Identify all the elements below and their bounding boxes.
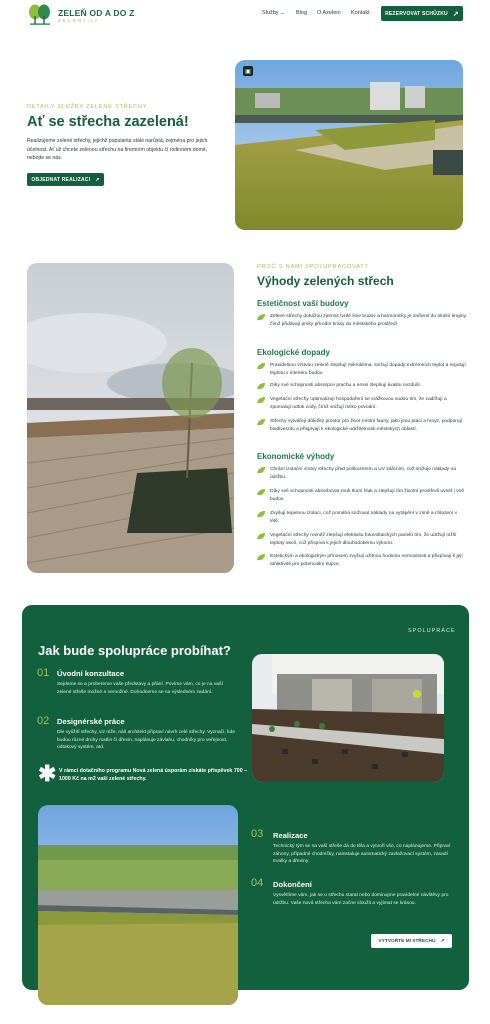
list-item (257, 362, 467, 377)
benefit-text: Díky své schopnosti absorbovat zvuk tlumí hluk a zlepšují tím životní prostředí uvnitř i vně budov. (270, 489, 465, 502)
leaf-icon (257, 363, 265, 370)
list-item (257, 488, 467, 503)
leaf-icon (257, 533, 265, 540)
step-title: Designérské práce (57, 717, 125, 726)
list-item (257, 313, 467, 328)
group-title-ecology: Ekologické dopady (257, 348, 330, 357)
logo[interactable] (28, 4, 138, 26)
hero-eyebrow: DETAILY SLUŽBY ZELENÉ STŘECHY (27, 104, 148, 110)
wooden-terrace-roof-image (27, 263, 234, 573)
leaf-icon (257, 489, 265, 496)
nav-item-blog[interactable]: Blog (296, 10, 308, 16)
leaf-icon (257, 419, 265, 426)
leaf-icon (257, 511, 265, 518)
benefit-text: Střechy vytvářejí důležitý prostor pro život místní fauny, jako jsou ptáci a hmyz, podporují biodiverzitu a přispívají k ekologické udržitelnosti městských oblastí. (270, 419, 463, 432)
nav-item-o-azeleni[interactable]: O Azeleni (317, 10, 341, 16)
nav-item-kontakt[interactable]: Kontakt (351, 10, 370, 16)
cooperation-title: Jak bude spolupráce probíhat? (38, 643, 231, 658)
asterisk-icon: ✱ (38, 761, 57, 786)
list-item (257, 396, 467, 411)
benefits-eyebrow: PROČ S NÁMI SPOLUPRACOVAT? (257, 264, 369, 270)
cooperation-eyebrow: SPOLUPRÁCE (408, 628, 456, 634)
logo-subtitle: ZELENÍ.cz (58, 18, 100, 23)
step-number: 01 (37, 667, 50, 679)
benefit-text: Pravidelnou vrstvou zeleně zlepšují mikroklima, snižují dopady extrémních teplot a regulují teplotu v interiéru budov. (270, 363, 466, 376)
order-realization-button[interactable] (27, 173, 104, 186)
leaf-icon (257, 554, 265, 561)
arrow-up-right-icon: ↗ (95, 176, 100, 183)
arrow-up-right-icon: ↗ (440, 938, 445, 944)
step-text: Technický tým se na vaší střeše dá do těla a vytvoří vše, co naplánujeme. Připraví záhony, případné chodníčky, nainstaluje automatický zavlažovací systém, zasadí trvalky a dřeviny. (273, 844, 451, 864)
nav-label: Služby (262, 10, 279, 16)
step-title: Úvodní konzultace (57, 669, 125, 678)
step-title: Dokončení (273, 880, 312, 889)
benefit-text: Vegetační střechy optimalizují hospodaření se srážkovou vodou tím, že zadržují a zpomalují odtok vody, čímž snižují riziko povodní. (270, 397, 447, 410)
benefit-text: Díky své schopnosti absorpce prachu a emisí zlepšují kvalitu ovzduší. (270, 383, 422, 388)
hero-green-roof-image (235, 60, 463, 230)
planting-work-image (252, 654, 444, 782)
list-item (257, 553, 467, 568)
leaf-icon (257, 314, 265, 321)
step-text: Vysvětlíme vám, jak se o střechu starat nebo dominujme pravidelné návštěvy pro údržbu. Vaše nová střecha vám začne sloužit a vyjímat se krásou. (273, 893, 449, 906)
group-title-economy: Ekonomické výhody (257, 452, 335, 461)
leaf-icon (257, 383, 265, 390)
tree-logo-icon (28, 4, 52, 26)
step-number: 04 (251, 877, 264, 889)
list-item (257, 382, 467, 390)
step-number: 02 (37, 715, 50, 727)
create-roof-button[interactable] (371, 934, 452, 948)
benefits-title: Výhody zelených střech (257, 274, 394, 288)
step-title: Realizace (273, 831, 308, 840)
benefit-text: Zvyšují tepelnou izolaci, což pomáhá snižovat náklady na vytápění v zimě a chlazení v létě. (270, 511, 458, 524)
benefit-text: Vegetační střechy rovněž zlepšují efektivitu fotovoltaických panelů tím, že udržují nižší teploty okolí, což přispívá k jejich dlouhodobému výkonu. (270, 533, 457, 546)
list-item (257, 418, 467, 433)
benefit-text: Zelené střechy dokážou zjemnit tvrdé linie budov a harmonicky je začlenit do okolní krajiny, čímž přidávají prvky přírodní krásy do městského prostředí (270, 314, 467, 327)
leaf-icon (257, 397, 265, 404)
nav-item-sluzby[interactable] (262, 10, 285, 16)
arrow-up-right-icon: ↗ (452, 10, 459, 18)
chevron-down-icon: ⌄ (280, 10, 285, 16)
leaf-icon (257, 467, 265, 474)
list-item (257, 510, 467, 525)
book-meeting-label: REZERVOVAT SCHŮZKU (385, 10, 448, 17)
gallery-icon[interactable]: ▣ (243, 66, 253, 76)
step-number: 03 (251, 828, 264, 840)
logo-title: ZELEŇ OD A DO Z (58, 8, 135, 18)
list-item (257, 532, 467, 547)
benefit-text: Estetickým a ekologickým přínosem zvyšují užitnou hodnotu nemovitosti a přispívají k její atraktivitě pro potenciální kupce. (270, 554, 463, 567)
group-title-aesthetics: Estetičnost vaší budovy (257, 299, 349, 308)
list-item (257, 466, 467, 481)
finished-green-roof-image (38, 805, 238, 1005)
hero-title: Ať se střecha zazelená! (27, 114, 189, 130)
book-meeting-button[interactable] (381, 6, 463, 21)
subsidy-note: V rámci dotačního programu Nová zelená úsporám získáte příspěvek 700 – 1000 Kč na m2 vaší zelené střechy. (59, 768, 248, 782)
step-text: Dle vyúžití střechy, viz níže, náš architekt připraví návrh celé střechy. Vyznačí, kde budou různé druhy rostlin či dřevin, naplánuje závlahu, chodníky pro veřejnost, odtokový systém, atd. (57, 730, 235, 750)
site-header (0, 0, 490, 30)
hero-text: Realizujeme zelené střechy, jejichž popularita stále narůstá, zejména pro jejich účelnost. Ať už chcete zelenou střechu na firemním objektu či rodinném domě, nebojte se nás. (27, 138, 208, 161)
create-roof-label: VYTVOŘTE MI STŘECHU (378, 938, 436, 944)
step-text: Sejdeme se a probereme vaše představy a přání. Povíme vám, co je na vaší zelené střeše možné a nemožné. Dohodneme se na výsledném zadání. (57, 682, 223, 695)
order-realization-label: OBJEDNAT REALIZACI (31, 176, 91, 183)
benefit-text: Chrání izolační vrstvy střechy před poškozením a UV zářením, což snižuje náklady na údržbu. (270, 467, 456, 480)
